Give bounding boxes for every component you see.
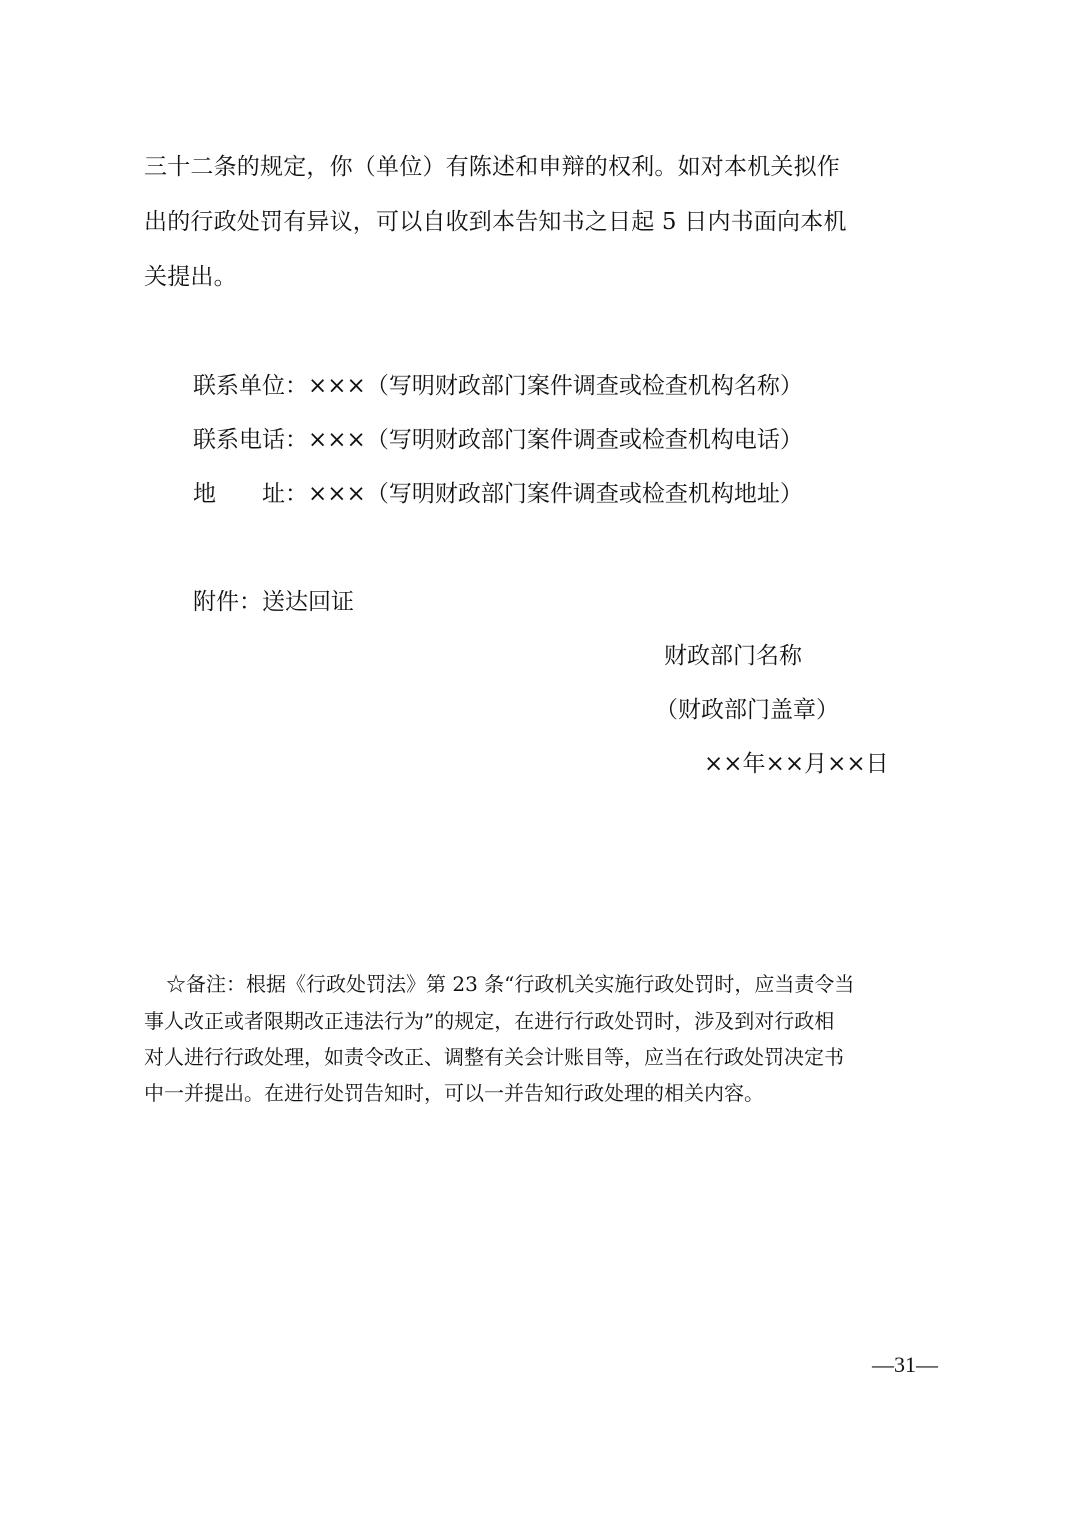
signature-seal: （财政部门盖章） [655,697,839,723]
attachment-label: 附件：送达回证 [193,589,354,615]
note-line-4: 中一并提出。在进行处罚告知时，可以一并告知行政处理的相关内容。 [144,1081,764,1105]
contact-unit: 联系单位：×××（写明财政部门案件调查或检查机构名称） [193,373,803,399]
signature-dept-name: 财政部门名称 [664,643,802,669]
note-line-1: ☆备注：根据《行政处罚法》第 23 条“行政机关实施行政处罚时，应当责令当 [166,972,855,996]
note-line-3: 对人进行行政处理，如责令改正、调整有关会计账目等，应当在行政处罚决定书 [144,1045,844,1069]
contact-address: 地 址：×××（写明财政部门案件调查或检查机构地址） [193,481,803,507]
paragraph-line-2: 出的行政处罚有异议，可以自收到本告知书之日起 5 日内书面向本机 [144,209,847,235]
signature-date: ××年××月××日 [704,751,889,777]
note-line-2: 事人改正或者限期改正违法行为”的规定，在进行行政处罚时，涉及到对行政相 [144,1009,835,1033]
paragraph-line-1: 三十二条的规定，你（单位）有陈述和申辩的权利。如对本机关拟作 [144,154,840,180]
contact-phone: 联系电话：×××（写明财政部门案件调查或检查机构电话） [193,427,803,453]
page-number: —31— [872,1352,938,1377]
paragraph-line-3: 关提出。 [144,264,237,290]
